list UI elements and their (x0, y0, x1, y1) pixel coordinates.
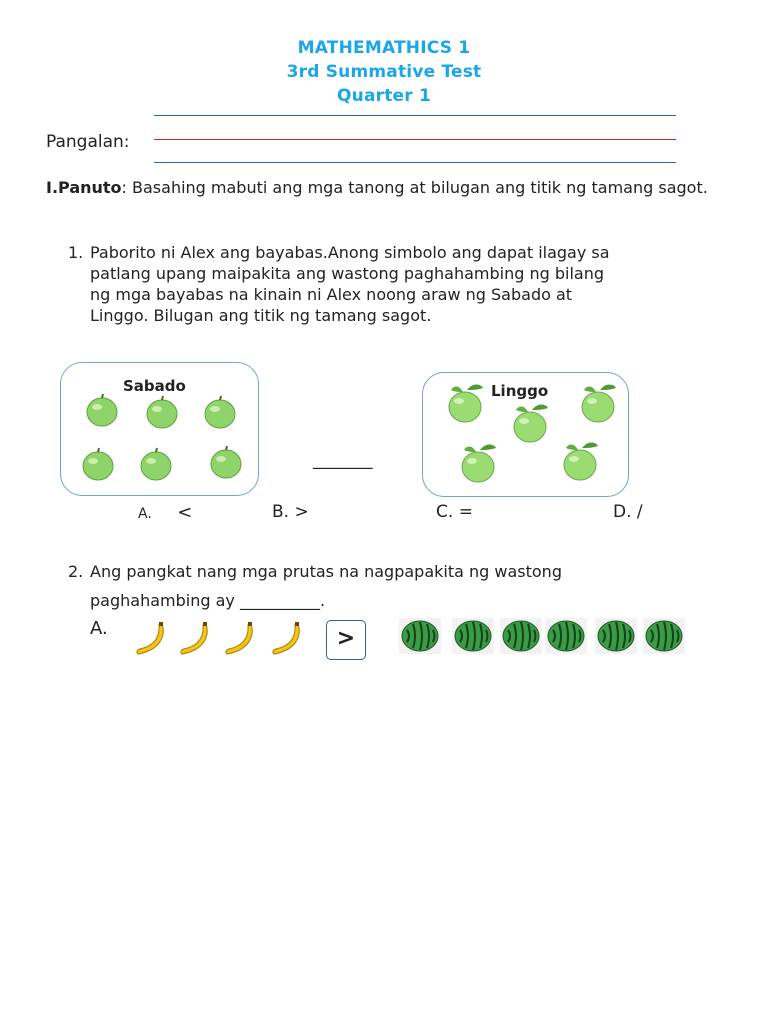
guava-icon (82, 390, 122, 430)
greater-than-symbol-box: > (326, 620, 366, 660)
q1-line: Linggo. Bilugan ang titik ng tamang sagot. (90, 306, 432, 325)
sabado-label: Sabado (123, 377, 186, 395)
guava-icon (78, 444, 118, 484)
choice-c-letter: C. (436, 502, 454, 522)
choice-d-letter: D. (613, 502, 632, 522)
q2-number: 2. (68, 562, 84, 581)
choice-a-symbol: < (177, 502, 193, 523)
guava-icon (508, 400, 554, 446)
guava-icon (142, 392, 182, 432)
title-line-1: MATHEMATHICS 1 (297, 38, 471, 58)
instructions-label: I.Panuto (46, 178, 122, 197)
guava-icon (576, 380, 622, 426)
guava-icon (443, 380, 489, 426)
name-label: Pangalan: (46, 132, 130, 152)
q2-option-a-letter[interactable]: A. (90, 618, 108, 639)
title-line-2: 3rd Summative Test (286, 62, 482, 82)
watermelon-icon (545, 618, 587, 654)
q1-line: patlang upang maipakita ang wastong paghahambing ng bilang (90, 264, 604, 283)
banana-icon (132, 620, 170, 658)
watermelon-icon (595, 618, 637, 654)
guava-icon (558, 438, 604, 484)
watermelon-icon (500, 618, 542, 654)
banana-icon (176, 620, 214, 658)
guava-icon (136, 444, 176, 484)
choice-c[interactable] (436, 502, 473, 522)
choice-a[interactable] (138, 502, 192, 523)
q2-line-2: paghahambing ay __________. (90, 591, 326, 610)
title-line-3: Quarter 1 (337, 86, 431, 106)
q2-line-1: Ang pangkat nang mga prutas na nagpapakita ng wastong (90, 562, 562, 581)
watermelon-icon (452, 618, 494, 654)
name-input-line[interactable] (154, 139, 676, 140)
choice-b-symbol: > (294, 502, 309, 522)
instructions (46, 177, 726, 198)
choice-b-letter: B. (272, 502, 290, 522)
comparison-blank[interactable]: _______ (313, 450, 373, 470)
choice-c-symbol: = (458, 502, 473, 522)
choice-d[interactable] (613, 502, 643, 522)
banana-icon (221, 620, 259, 658)
guava-icon (200, 392, 240, 432)
watermelon-icon (399, 618, 441, 654)
choice-a-letter: A. (138, 506, 152, 522)
bottom-rule (154, 162, 676, 163)
top-rule (154, 115, 676, 116)
guava-icon (456, 440, 502, 486)
q1-number: 1. (68, 243, 84, 262)
linggo-label: Linggo (491, 382, 549, 400)
q1-text (90, 242, 750, 326)
q1-line: Paborito ni Alex ang bayabas.Anong simbolo ang dapat ilagay sa (90, 243, 610, 262)
guava-icon (206, 442, 246, 482)
q1-line: ng mga bayabas na kinain ni Alex noong araw ng Sabado at (90, 285, 573, 304)
choice-b[interactable] (272, 502, 309, 522)
choice-d-symbol: / (636, 502, 643, 522)
watermelon-icon (643, 618, 685, 654)
instructions-text: : Basahing mabuti ang mga tanong at bilugan ang titik ng tamang sagot. (121, 178, 708, 197)
banana-icon (268, 620, 306, 658)
